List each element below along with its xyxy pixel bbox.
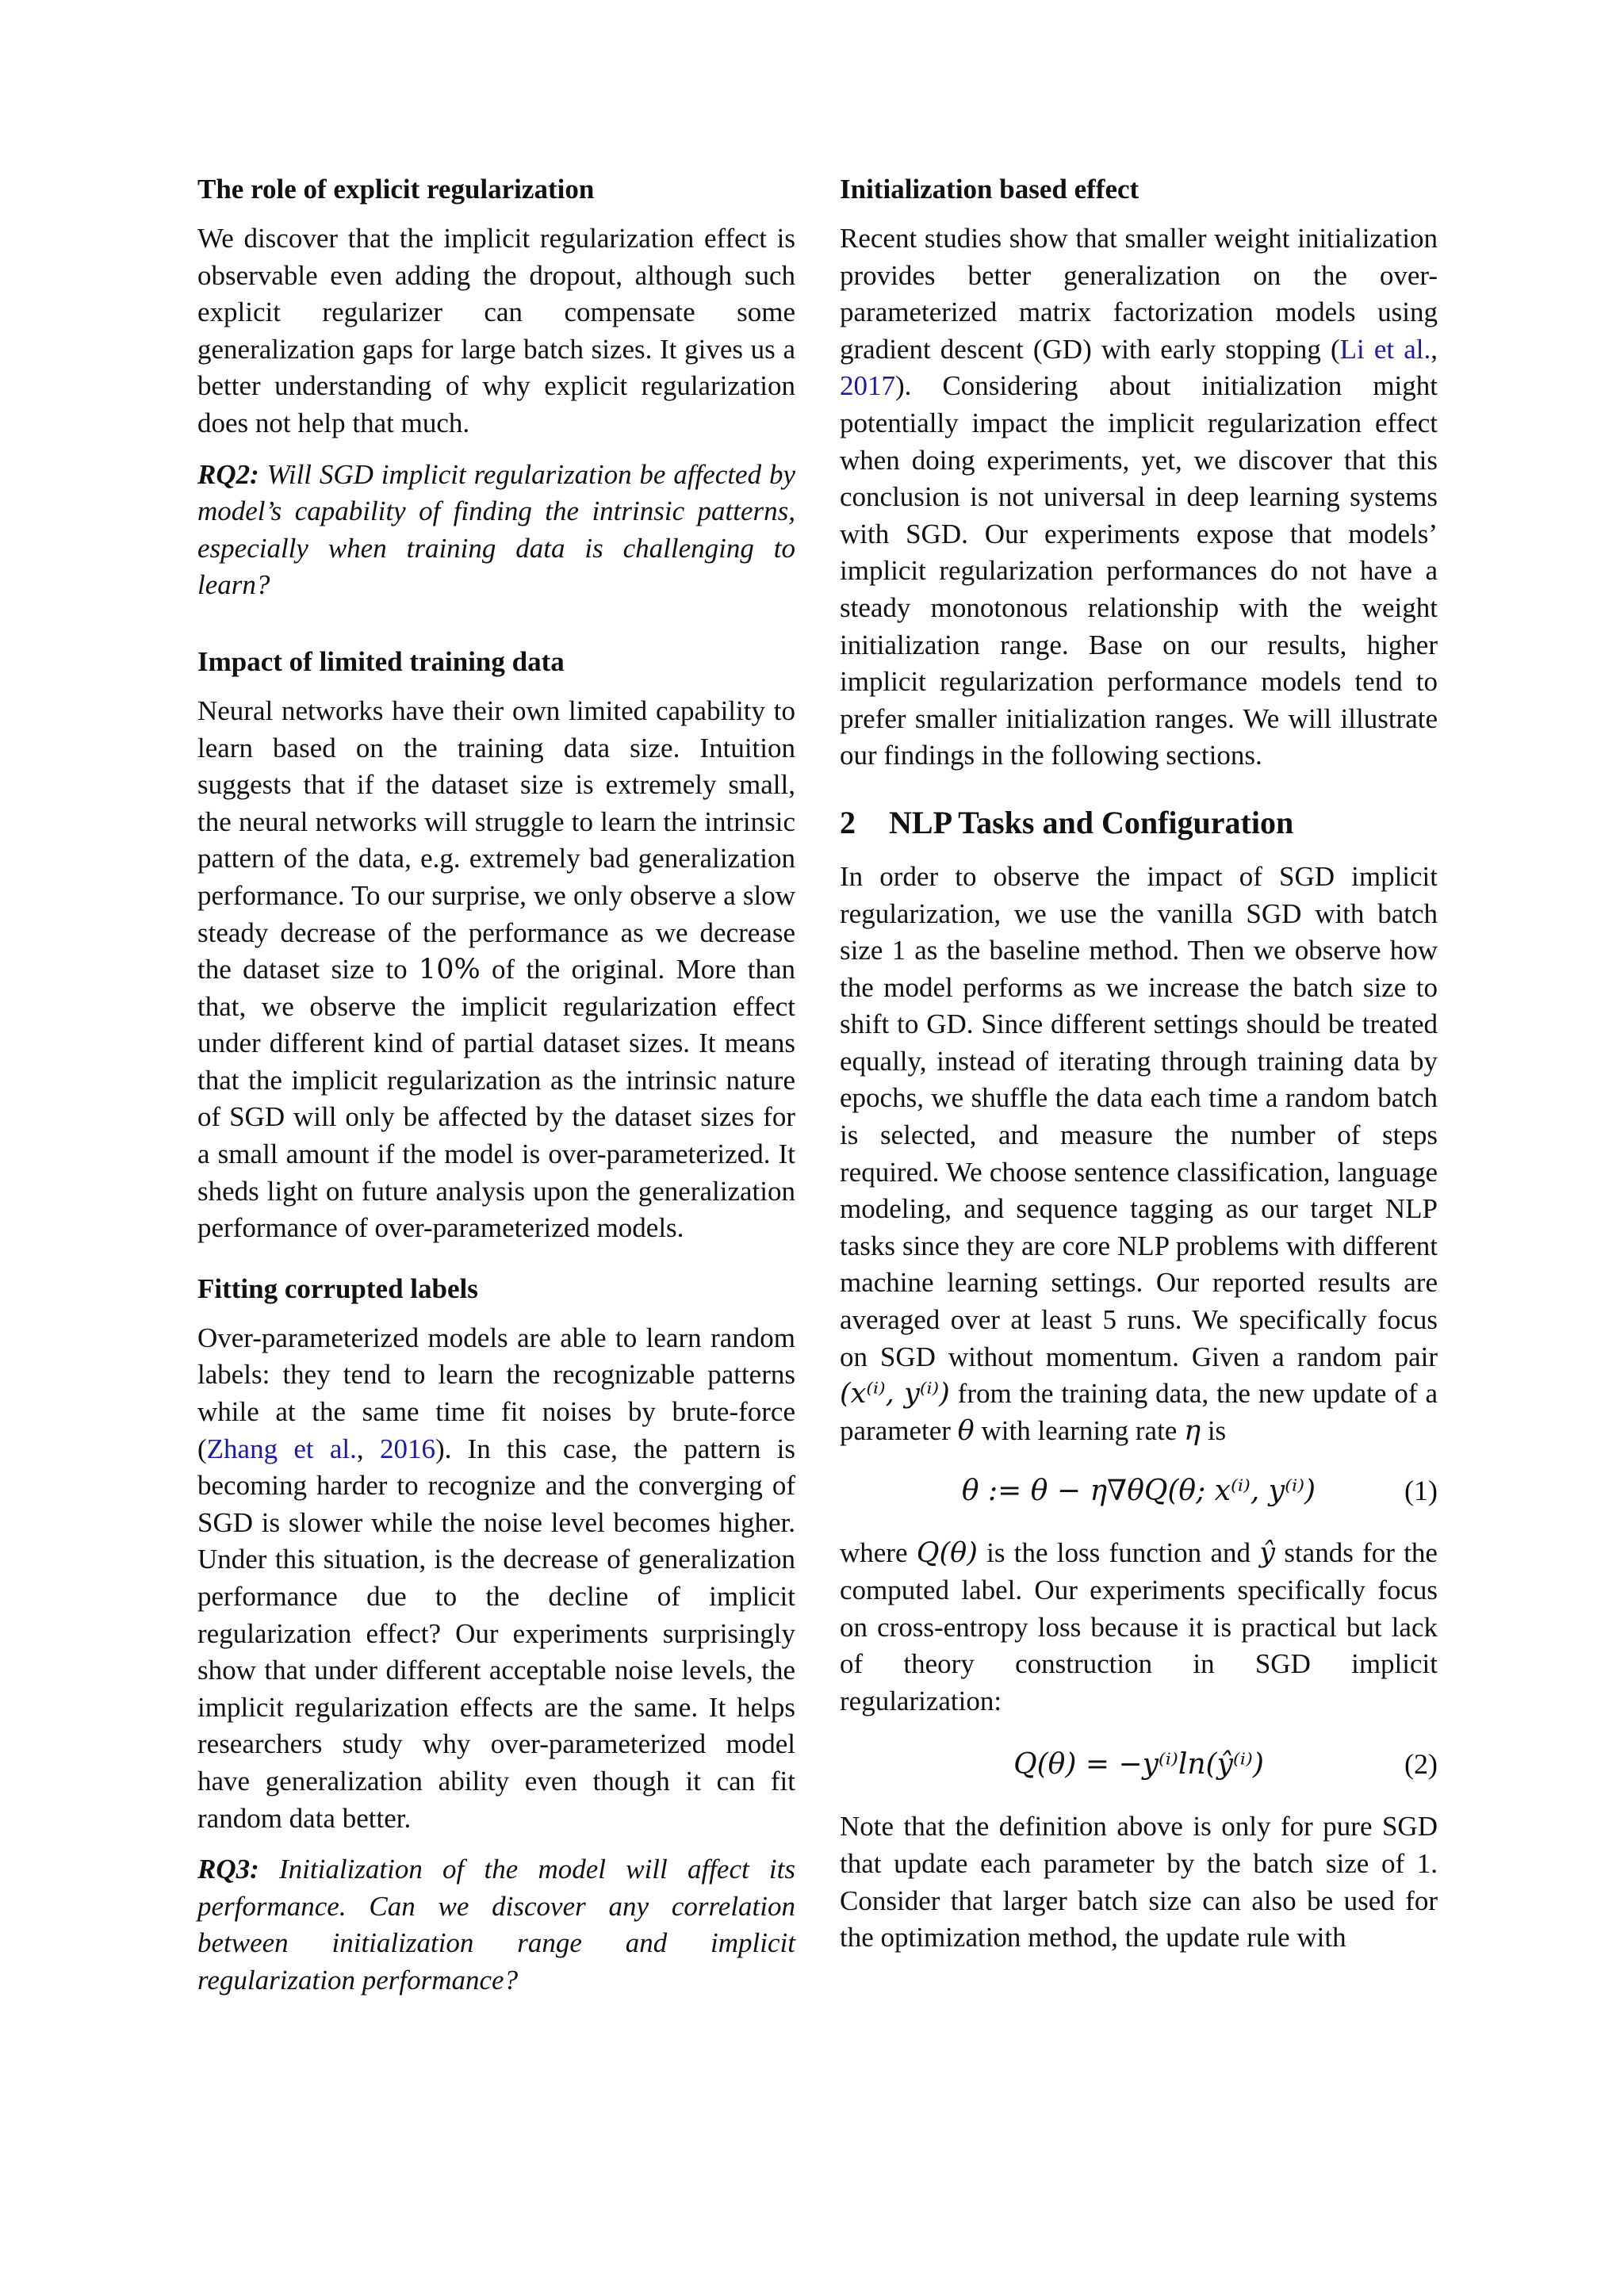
- loss-q-symbol: Q(θ): [916, 1537, 978, 1570]
- citation-zhang-author[interactable]: Zhang et al.: [206, 1433, 357, 1464]
- equation-2: [840, 1740, 1438, 1788]
- theta-symbol: θ: [957, 1414, 975, 1447]
- initialization-paragraph: [840, 220, 1438, 775]
- limited-data-percentage: 10%: [418, 954, 481, 986]
- right-column: [840, 171, 1438, 1957]
- equation-2-expression: Q(θ) = −y⁽ⁱ⁾ln(ŷ⁽ⁱ⁾): [1013, 1748, 1264, 1781]
- loss-text-a: where: [840, 1537, 917, 1569]
- rq2-paragraph: [197, 457, 795, 604]
- limited-data-heading: Impact of limited training data: [197, 645, 565, 677]
- loss-text-b: is the loss function and: [977, 1537, 1260, 1569]
- eta-symbol: η: [1184, 1414, 1201, 1447]
- nlp-config-text-d: is: [1201, 1414, 1227, 1446]
- limited-data-text-b: of the original. More than that, we observe the implicit regularization effect under different kind of partial dataset sizes. It means that the implicit regularization as the intrinsic nature of SGD will only be affected by the dataset sizes for a small amount if the model is over-parameterized. It sheds light on future analysis upon the generalization performance of over-parameterized models.: [197, 954, 795, 1244]
- rq3-label: RQ3:: [197, 1854, 259, 1885]
- nlp-config-text-b: from the training data, the new update of a parameter: [840, 1378, 1438, 1446]
- note-paragraph: Note that the definition above is only for pure SGD that update each parameter by the batch size of 1. Consider that larger batch size can also be used for the optimization method, the update rule with: [840, 1811, 1438, 1954]
- y-hat-symbol: ŷ: [1259, 1537, 1276, 1570]
- rq3-text: Initialization of the model will affect its performance. Can we discover any correlation between initialization range and implicit regularization performance?: [197, 1854, 795, 1996]
- nlp-config-text-a: In order to observe the impact of SGD implicit regularization, we use the vanilla SGD with batch size 1 as the baseline method. Then we observe how the model performs as we increase the batch size to shift to GD. Since different settings should be treated equally, instead of iterating through training data by epochs, we shuffle the data each time a random batch is selected, and measure the number of steps required. We choose sentence classification, language modeling, and sequence tagging as our target NLP tasks since they are core NLP problems with different machine learning settings. Our reported results are averaged over at least 5 runs. We specifically focus on SGD without momentum. Given a random pair: [840, 860, 1438, 1372]
- citation-li-author[interactable]: Li et al.: [1339, 333, 1431, 365]
- equation-2-number: (2): [1404, 1748, 1438, 1781]
- citation-zhang-separator: ,: [356, 1433, 380, 1464]
- left-column: [197, 171, 795, 1999]
- citation-li-separator: ,: [1431, 333, 1438, 365]
- corrupted-labels-paragraph: [197, 1320, 795, 1837]
- rq2-label: RQ2:: [197, 458, 259, 490]
- rq2-text: Will SGD implicit regularization be affected by model’s capability of finding the intrinsic patterns, especially when training data is challenging to learn?: [197, 458, 795, 601]
- nlp-config-text-c: with learning rate: [974, 1414, 1185, 1446]
- equation-1-number: (1): [1404, 1475, 1438, 1507]
- equation-1-expression: θ := θ − η∇θQ(θ; x⁽ⁱ⁾, y⁽ⁱ⁾): [961, 1475, 1316, 1508]
- equation-1: [840, 1467, 1438, 1514]
- nlp-config-paragraph: [840, 859, 1438, 1450]
- section-title: NLP Tasks and Configuration: [889, 804, 1294, 840]
- rq3-paragraph: [197, 1851, 795, 1999]
- citation-zhang-year[interactable]: 2016: [379, 1433, 435, 1464]
- citation-li-year[interactable]: 2017: [840, 370, 895, 402]
- corrupted-labels-text-b: ). In this case, the pattern is becoming harder to recognize and the converging of SGD is slower while the noise level becomes higher. Under this situation, is the decrease of generalization performance due to the decline of implicit regularization effect? Our experiments surprisingly show that under different acceptable noise levels, the implicit regularization effects are the same. It helps researchers study why over-parameterized model have generalization ability even though it can fit random data better.: [197, 1433, 795, 1834]
- explicit-regularization-paragraph: We discover that the implicit regularization effect is observable even adding the dropout, although such explicit regularizer can compensate some generalization gaps for large batch sizes. It gives us a better understanding of why explicit regularization does not help that much.: [197, 223, 795, 438]
- limited-data-text-a: Neural networks have their own limited capability to learn based on the training data size. Intuition suggests that if the dataset size is extremely small, the neural networks will struggle to learn the intrinsic pattern of the data, e.g. extremely bad generalization performance. To our surprise, we only observe a slow steady decrease of the performance as we decrease the dataset size to: [197, 695, 795, 985]
- section-heading: [840, 803, 1438, 843]
- corrupted-labels-text-a: Over-parameterized models are able to learn random labels: they tend to learn the recognizable patterns while at the same time fit noises by brute-force (: [197, 1322, 795, 1464]
- corrupted-labels-heading: Fitting corrupted labels: [197, 1272, 478, 1304]
- limited-data-paragraph: [197, 693, 795, 1247]
- random-pair-math: (x⁽ⁱ⁾, y⁽ⁱ⁾): [840, 1378, 950, 1410]
- initialization-text-a: Recent studies show that smaller weight initialization provides better generalization on the over-parameterized matrix factorization models using gradient descent (GD) with early stopping (: [840, 223, 1438, 365]
- loss-function-paragraph: [840, 1535, 1438, 1720]
- initialization-heading: Initialization based effect: [840, 174, 1139, 205]
- section-number: 2: [840, 804, 856, 840]
- initialization-text-b: ). Considering about initialization might potentially impact the implicit regularization effect when doing experiments, yet, we discover that this conclusion is not universal in deep learning systems with SGD. Our experiments expose that models’ implicit regularization performances do not have a steady monotonous relationship with the weight initialization range. Base on our results, higher implicit regularization performance models tend to prefer smaller initialization ranges. We will illustrate our findings in the following sections.: [840, 370, 1438, 771]
- explicit-regularization-heading: The role of explicit regularization: [197, 174, 595, 205]
- loss-text-c: stands for the computed label. Our experiments specifically focus on cross-entropy loss because it is practical but lack of theory construction in SGD implicit regularization:: [840, 1537, 1438, 1716]
